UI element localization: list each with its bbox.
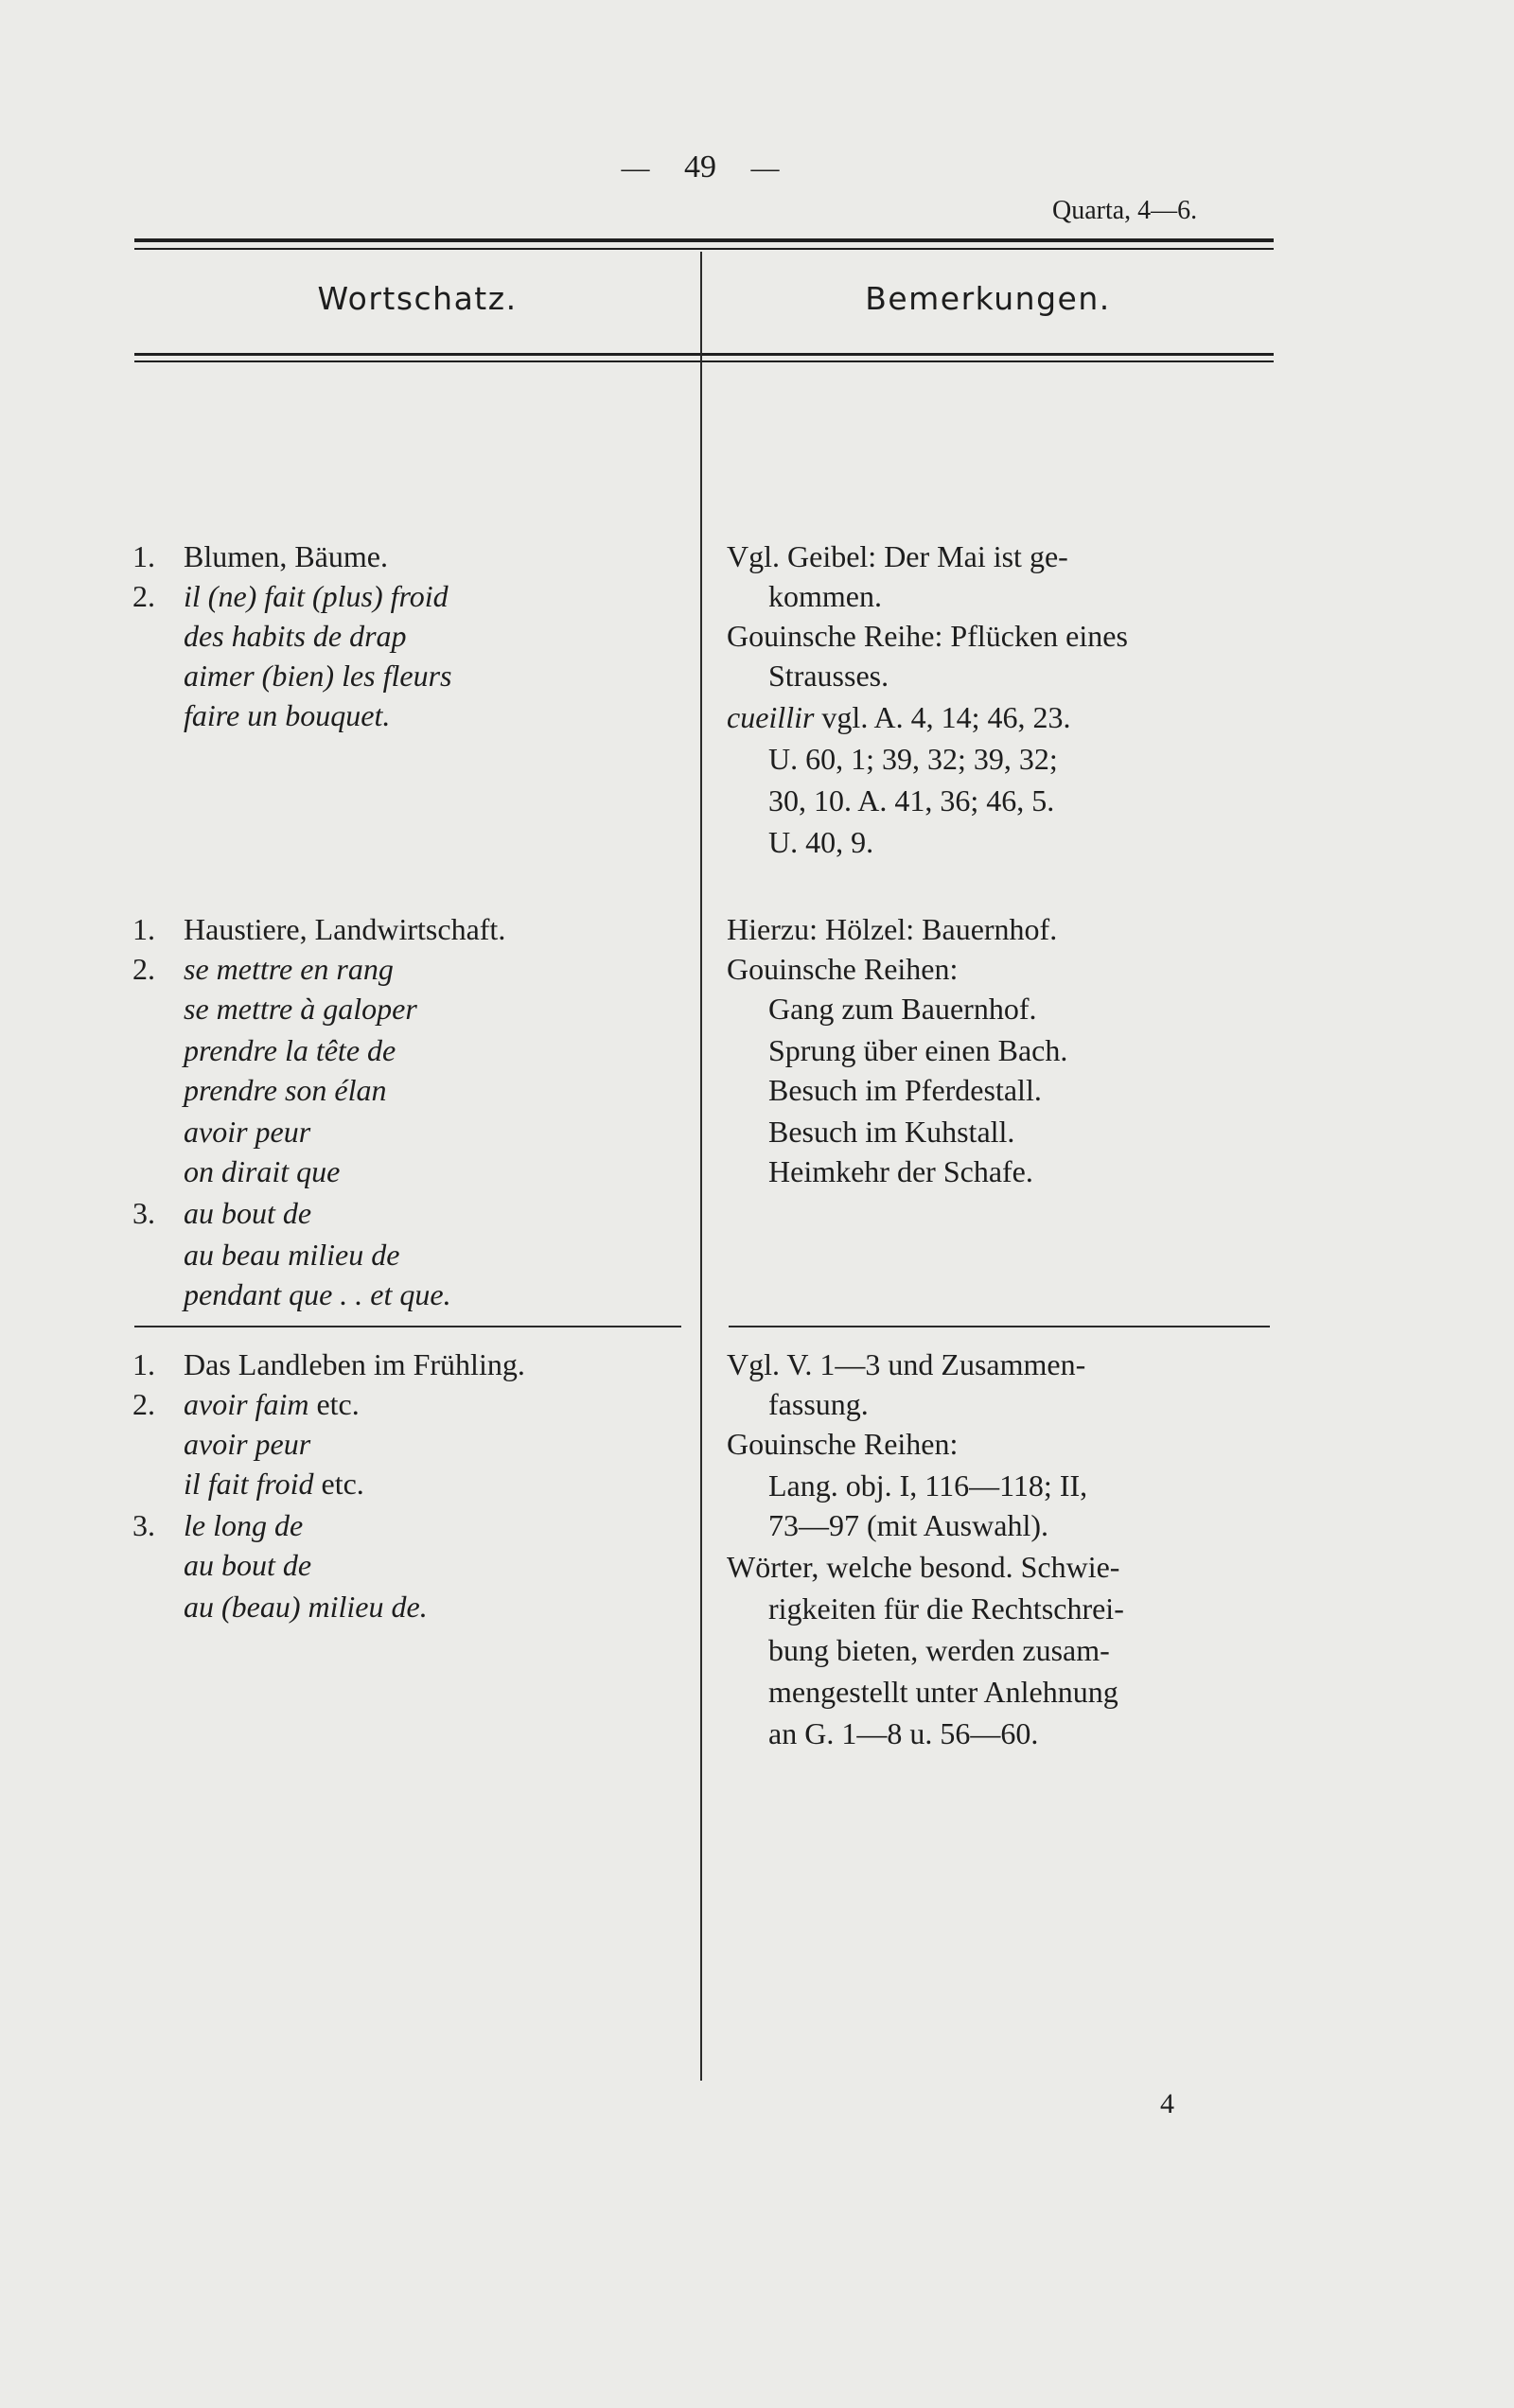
remark-line: 30, 10. A. 41, 36; 46, 5.	[768, 783, 1055, 817]
item-number: 1.	[132, 1347, 155, 1381]
remark-line: 73—97 (mit Auswahl).	[768, 1508, 1048, 1542]
page-number-dash-left: —	[621, 152, 650, 184]
vocab-phrase: des habits de drap	[184, 619, 407, 653]
vocab-topic: Das Landleben im Frühling.	[184, 1347, 525, 1381]
top-double-rule-thin	[134, 248, 1274, 250]
vocab-phrase: aimer (bien) les fleurs	[184, 659, 452, 693]
vocab-phrase: avoir peur	[184, 1115, 311, 1149]
vocab-phrase: se mettre à galoper	[184, 992, 417, 1026]
remark-reference: vgl. A. 4, 14; 46, 23.	[821, 700, 1071, 734]
remark-line: U. 40, 9.	[768, 825, 874, 859]
top-double-rule-thick	[134, 238, 1274, 242]
vocab-topic: Haustiere, Landwirtschaft.	[184, 912, 506, 946]
item-number: 3.	[132, 1508, 155, 1542]
vocab-phrase: prendre son élan	[184, 1073, 387, 1107]
vocab-phrase: au beau milieu de	[184, 1238, 400, 1272]
remark-line	[727, 702, 1071, 732]
remark-line: Gouinsche Reihe: Pflücken eines	[727, 619, 1128, 653]
vocab-phrase: on dirait que	[184, 1154, 341, 1188]
header-double-rule-thin	[134, 360, 1274, 362]
vocab-phrase: prendre la tête de	[184, 1033, 396, 1067]
page-number-dash-right: —	[750, 152, 780, 184]
item-number: 2.	[132, 1387, 155, 1421]
remark-line: bung bieten, werden zusam-	[768, 1633, 1110, 1667]
item-number: 2.	[132, 952, 155, 986]
remark-line: Vgl. V. 1—3 und Zusammen-	[727, 1347, 1086, 1381]
section-divider-left	[134, 1326, 681, 1327]
remark-line: Gouinsche Reihen:	[727, 952, 959, 986]
vocab-phrase: il fait froid	[184, 1467, 314, 1501]
remark-line: an G. 1—8 u. 56—60.	[768, 1716, 1039, 1750]
vocab-phrase: avoir faim	[184, 1387, 309, 1421]
remark-line: fassung.	[768, 1387, 869, 1421]
vocab-phrase-etc	[184, 1468, 364, 1499]
vocab-phrase: avoir peur	[184, 1427, 311, 1461]
vocab-phrase: au bout de	[184, 1548, 312, 1582]
vocab-phrase-etc	[184, 1389, 360, 1419]
item-number: 2.	[132, 579, 155, 613]
remark-line: Hierzu: Hölzel: Bauernhof.	[727, 912, 1058, 946]
remark-line: Lang. obj. I, 116—118; II,	[768, 1468, 1088, 1503]
header-double-rule-thick	[134, 353, 1274, 356]
item-number: 1.	[132, 539, 155, 573]
etc-note: etc.	[321, 1467, 364, 1501]
remark-line: Vgl. Geibel: Der Mai ist ge-	[727, 539, 1068, 573]
remark-line: Heimkehr der Schafe.	[768, 1154, 1033, 1188]
remark-line: kommen.	[768, 579, 882, 613]
remark-line: Besuch im Pferdestall.	[768, 1073, 1042, 1107]
page-number-value: 49	[684, 149, 716, 185]
vocab-topic: Blumen, Bäume.	[184, 539, 388, 573]
section-reference: Quarta, 4—6.	[1052, 196, 1198, 225]
remark-line: Wörter, welche besond. Schwie-	[727, 1550, 1120, 1584]
column-heading-wortschatz: Wortschatz.	[317, 280, 518, 317]
etc-note: etc.	[316, 1387, 360, 1421]
remark-term: cueillir	[727, 700, 815, 734]
vocab-phrase: faire un bouquet.	[184, 698, 391, 732]
item-number: 3.	[132, 1196, 155, 1230]
remark-line: Besuch im Kuhstall.	[768, 1115, 1015, 1149]
printer-signature: 4	[1160, 2088, 1174, 2119]
remark-line: mengestellt unter Anlehnung	[768, 1675, 1118, 1709]
remark-line: Sprung über einen Bach.	[768, 1033, 1068, 1067]
column-divider	[700, 252, 702, 2081]
remark-line: rigkeiten für die Rechtschrei-	[768, 1591, 1124, 1626]
vocab-phrase: pendant que . . et que.	[184, 1277, 451, 1311]
remark-line: Strausses.	[768, 659, 889, 693]
remark-line: U. 60, 1; 39, 32; 39, 32;	[768, 742, 1058, 776]
page-number	[0, 149, 1400, 185]
column-heading-bemerkungen: Bemerkungen.	[865, 280, 1111, 317]
remark-line: Gouinsche Reihen:	[727, 1427, 959, 1461]
section-divider-right	[729, 1326, 1270, 1327]
vocab-phrase: le long de	[184, 1508, 304, 1542]
remark-line: Gang zum Bauernhof.	[768, 992, 1037, 1026]
item-number: 1.	[132, 912, 155, 946]
vocab-phrase: au (beau) milieu de.	[184, 1590, 428, 1624]
vocab-phrase: il (ne) fait (plus) froid	[184, 579, 449, 613]
vocab-phrase: se mettre en rang	[184, 952, 394, 986]
vocab-phrase: au bout de	[184, 1196, 312, 1230]
